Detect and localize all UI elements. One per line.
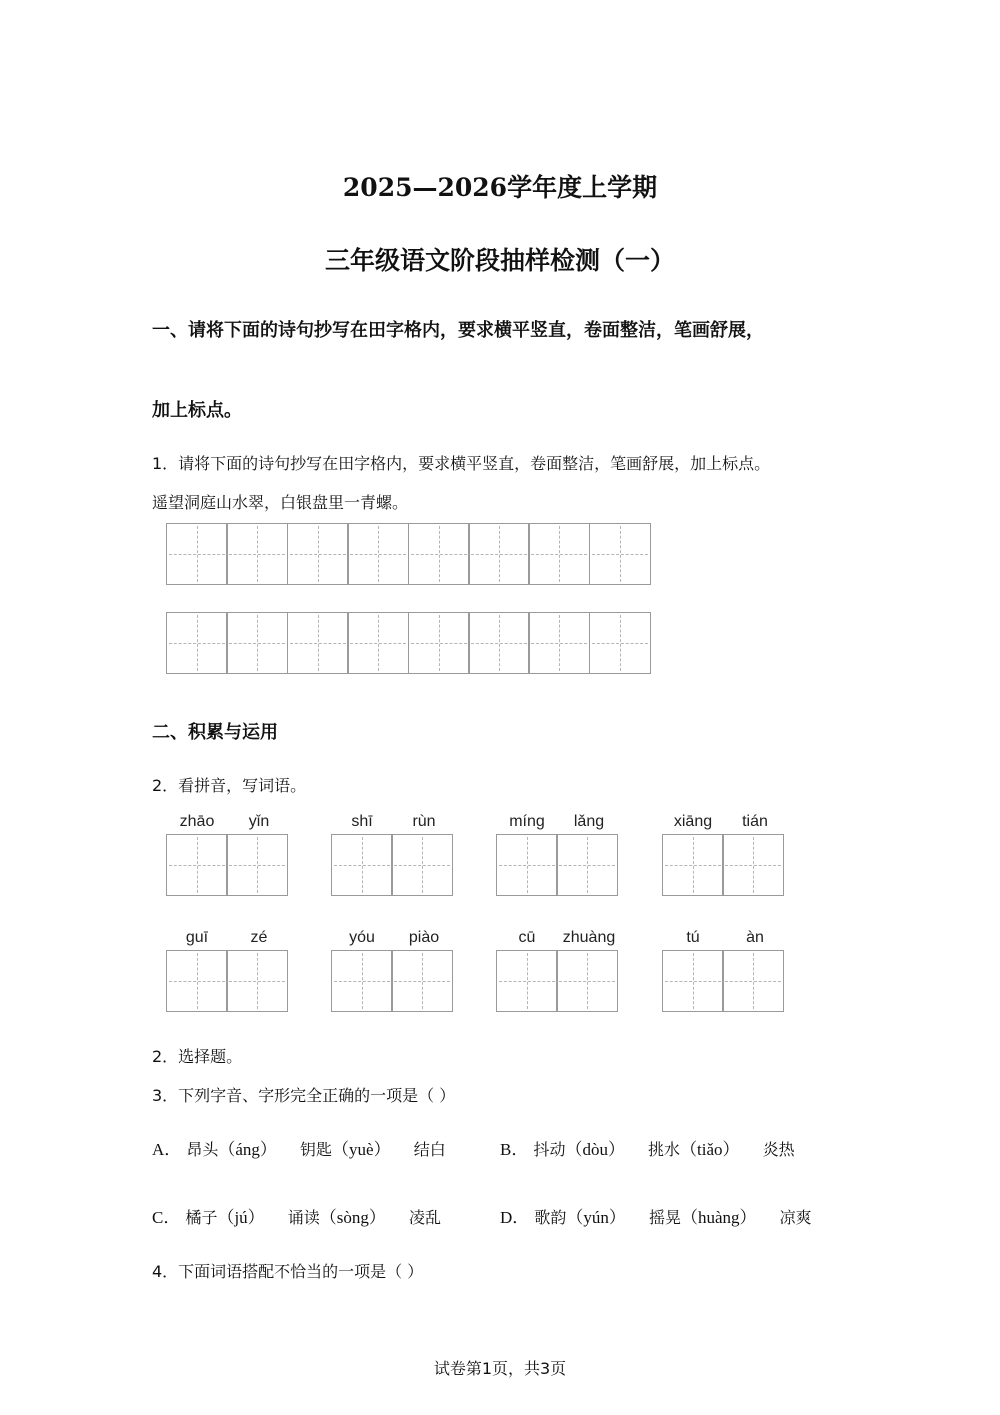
option-pinyin: （huàng） xyxy=(681,1208,757,1227)
option-c[interactable] xyxy=(152,1203,441,1228)
pinyin-syllable: xiāng xyxy=(673,813,713,830)
option-d[interactable] xyxy=(500,1203,812,1228)
grid-cell xyxy=(166,834,228,896)
option-pinyin: （jú） xyxy=(217,1208,265,1227)
grid-cell xyxy=(528,523,590,585)
grid-cell xyxy=(331,950,393,1012)
grid-cell xyxy=(528,612,590,674)
option-word: 橘子 xyxy=(185,1208,218,1227)
grid-cell xyxy=(722,950,784,1012)
pinyin-syllable: shī xyxy=(351,813,373,830)
option-word: 钥匙 xyxy=(300,1140,333,1159)
pinyin-syllable: cū xyxy=(518,929,536,946)
grid-cell xyxy=(722,834,784,896)
question-3: 3．下列字音、字形完全正确的一项是（ ） xyxy=(152,1086,456,1105)
pinyin-word xyxy=(331,925,457,1012)
grid-cell xyxy=(662,834,724,896)
pinyin-syllable: zhāo xyxy=(179,813,215,830)
grid-cell xyxy=(226,523,288,585)
pinyin-word xyxy=(496,809,622,896)
grid-cell xyxy=(331,834,393,896)
pinyin-syllable: yǐn xyxy=(248,813,270,830)
grid-cell xyxy=(556,834,618,896)
poem-text: 遥望洞庭山水翠，白银盘里一青螺。 xyxy=(152,493,409,512)
pinyin-syllable: rùn xyxy=(412,813,436,830)
grid-cell xyxy=(496,950,558,1012)
pinyin-syllable: zhuàng xyxy=(562,929,616,946)
option-word: 摇晃 xyxy=(648,1208,681,1227)
grid-cell xyxy=(166,612,228,674)
grid-cell xyxy=(468,612,530,674)
grid-cell xyxy=(226,612,288,674)
grid-cell xyxy=(589,523,651,585)
option-word: 昂头 xyxy=(186,1140,219,1159)
option-b[interactable] xyxy=(500,1135,795,1160)
question-4: 4．下面词语搭配不恰当的一项是（ ） xyxy=(152,1262,424,1281)
pinyin-syllable: zé xyxy=(250,929,268,946)
option-word: 凉爽 xyxy=(779,1208,812,1227)
option-pinyin: （áng） xyxy=(218,1140,277,1159)
option-pinyin: （yuè） xyxy=(332,1140,391,1159)
grid-cell xyxy=(468,523,530,585)
pinyin-word xyxy=(662,925,788,1012)
question-2b: 2．选择题。 xyxy=(152,1047,243,1066)
grid-cell xyxy=(408,612,470,674)
pinyin-syllable: àn xyxy=(746,929,764,946)
pinyin-syllable: tián xyxy=(742,813,768,830)
section1-heading-cont: 加上标点。 xyxy=(152,400,242,421)
option-word: 诵读 xyxy=(287,1208,320,1227)
option-pinyin: （dòu） xyxy=(565,1140,625,1159)
grid-cell xyxy=(589,612,651,674)
pinyin-syllable: guī xyxy=(185,929,209,946)
option-label: A． xyxy=(152,1140,182,1159)
grid-cell xyxy=(391,834,453,896)
option-word: 歌韵 xyxy=(534,1208,567,1227)
grid-cell xyxy=(166,950,228,1012)
pinyin-word xyxy=(166,809,292,896)
grid-cell xyxy=(347,523,409,585)
option-pinyin: （tiǎo） xyxy=(680,1140,740,1159)
pinyin-word xyxy=(166,925,292,1012)
option-pinyin: （sòng） xyxy=(319,1208,386,1227)
grid-cell xyxy=(496,834,558,896)
writing-grid-row-1 xyxy=(166,523,651,585)
grid-cell xyxy=(287,523,349,585)
exam-subtitle: 三年级语文阶段抽样检测（一） xyxy=(324,246,675,275)
pinyin-syllable: míng xyxy=(509,813,545,830)
option-pinyin: （yún） xyxy=(566,1208,626,1227)
grid-cell xyxy=(391,950,453,1012)
grid-cell xyxy=(226,950,288,1012)
question-1: 1．请将下面的诗句抄写在田字格内，要求横平竖直，卷面整洁，笔画舒展，加上标点。 xyxy=(152,454,771,473)
pinyin-syllable: lǎng xyxy=(573,813,605,830)
pinyin-word xyxy=(331,809,457,896)
grid-cell xyxy=(347,612,409,674)
grid-cell xyxy=(662,950,724,1012)
option-word: 结白 xyxy=(413,1140,446,1159)
option-a[interactable] xyxy=(152,1135,446,1160)
pinyin-word xyxy=(496,925,622,1012)
option-word: 炎热 xyxy=(762,1140,795,1159)
section1-heading: 一、请将下面的诗句抄写在田字格内，要求横平竖直，卷面整洁，笔画舒展， xyxy=(152,320,764,341)
pinyin-syllable: piào xyxy=(408,929,440,946)
option-word: 凌乱 xyxy=(409,1208,442,1227)
option-label: C． xyxy=(152,1208,181,1227)
option-label: B． xyxy=(500,1140,529,1159)
grid-cell xyxy=(287,612,349,674)
pinyin-syllable: yóu xyxy=(349,929,375,946)
option-word: 挑水 xyxy=(648,1140,681,1159)
writing-grid-row-2 xyxy=(166,612,651,674)
grid-cell xyxy=(226,834,288,896)
page-footer: 试卷第1页，共3页 xyxy=(433,1359,567,1378)
pinyin-word xyxy=(662,809,788,896)
grid-cell xyxy=(556,950,618,1012)
option-word: 抖动 xyxy=(533,1140,566,1159)
option-label: D． xyxy=(500,1208,530,1227)
question-2: 2．看拼音，写词语。 xyxy=(152,776,307,795)
section2-heading: 二、积累与运用 xyxy=(152,722,278,743)
grid-cell xyxy=(408,523,470,585)
pinyin-syllable: tú xyxy=(686,929,700,946)
exam-title: 2025—2026学年度上学期 xyxy=(342,173,658,202)
grid-cell xyxy=(166,523,228,585)
